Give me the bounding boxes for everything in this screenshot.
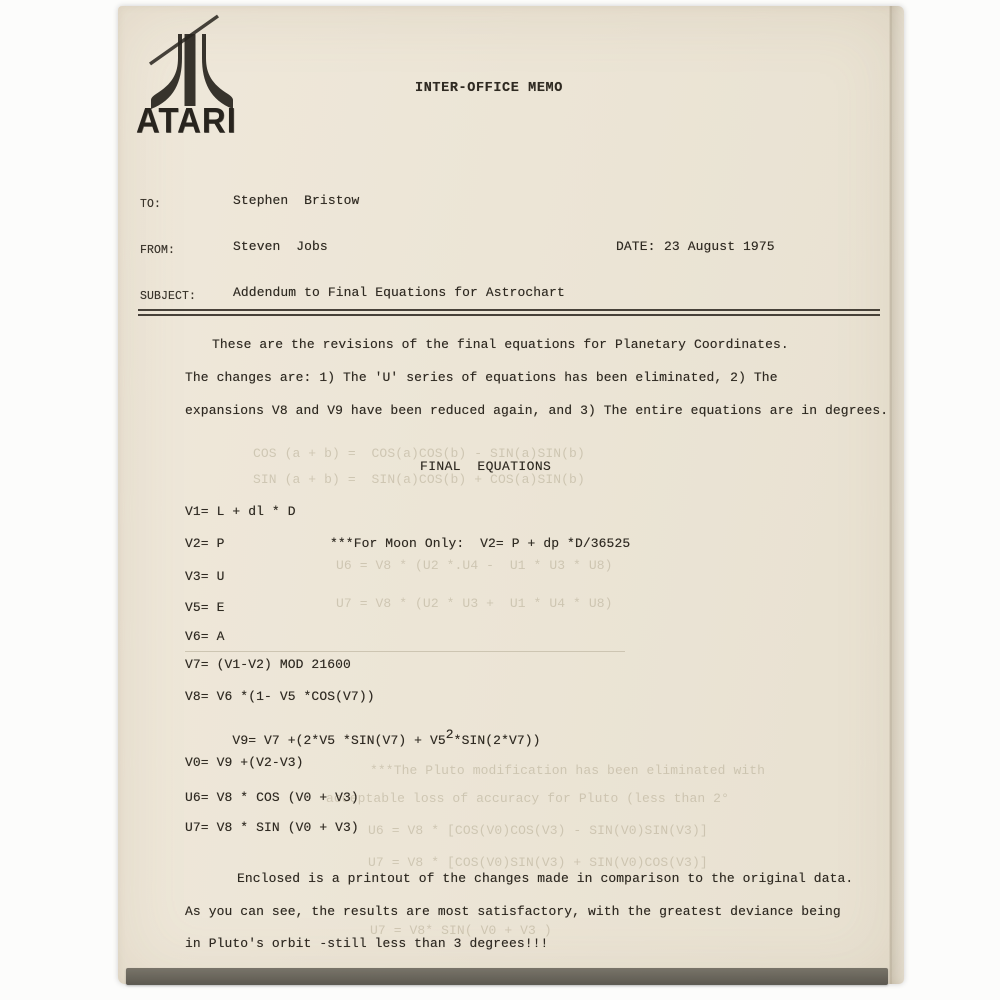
bleedthrough-text-4: U7 = V8 * (U2 * U3 + U1 * U4 * U8) [336,596,613,611]
to-value: Stephen Bristow [233,193,360,208]
from-label: FROM: [140,244,176,257]
equation-v0: V0= V9 +(V2-V3) [185,755,304,770]
equation-v3: V3= U [185,569,225,584]
closing-line-1: Enclosed is a printout of the changes made in comparison to the original data. [237,871,854,886]
bleedthrough-text-1: COS (a + b) = COS(a)COS(b) - SIN(a)SIN(b) [253,446,585,461]
bleedthrough-text-9: U7 = V8* SIN( V0 + V3 ) [370,923,552,938]
to-label: TO: [140,198,162,211]
equation-v1: V1= L + dl * D [185,504,296,519]
closing-line-3: in Pluto's orbit -still less than 3 degrees!!! [185,936,549,951]
paper-fold-shading [891,6,904,984]
moon-only-note: ***For Moon Only: V2= P + dp *D/36525 [330,536,631,551]
bleedthrough-text-6: acceptable loss of accuracy for Pluto (less than 2° [326,791,729,806]
bleedthrough-text-2: SIN (a + b) = SIN(a)COS(b) + COS(a)SIN(b) [253,472,585,487]
bleedthrough-text-8: U7 = V8 * [COS(V0)SIN(V3) + SIN(V0)COS(V3)] [368,855,708,870]
from-value: Steven Jobs [233,239,328,254]
bleedthrough-text-3: U6 = V8 * (U2 *.U4 - U1 * U3 * U8) [336,558,613,573]
equation-v9-pre: V9= V7 +(2*V5 *SIN(V7) + V5 [232,733,446,749]
subject-label: SUBJECT: [140,290,197,303]
equation-v8: V8= V6 *(1- V5 *COS(V7)) [185,689,375,704]
closing-line-2: As you can see, the results are most satisfactory, with the greatest deviance being [185,904,841,919]
intro-line-1: These are the revisions of the final equations for Planetary Coordinates. [212,337,789,352]
equation-u6: U6= V8 * COS (V0 + V3) [185,790,359,805]
date-value: 23 August 1975 [664,239,775,254]
header-rule [138,309,880,316]
atari-wordmark: ATARI [136,100,237,141]
equation-v5: V5= E [185,600,225,615]
bleedthrough-text-5: ***The Pluto modification has been eliminated with [370,763,766,778]
bleedthrough-text-7: U6 = V8 * [COS(V0)COS(V3) - SIN(V0)SIN(V3)] [368,823,708,838]
equation-v2: V2= P [185,536,225,551]
bottom-page-edge [126,968,888,985]
intro-line-3: expansions V8 and V9 have been reduced again, and 3) The entire equations are in degrees. [185,403,889,418]
subject-value: Addendum to Final Equations for Astrochart [233,285,565,300]
memo-paper [118,6,904,984]
equation-v7: V7= (V1-V2) MOD 21600 [185,657,351,672]
faint-divider [185,651,625,652]
memo-title: INTER-OFFICE MEMO [415,81,563,96]
equation-v6: V6= A [185,629,225,644]
equation-v9-superscript: 2 [445,727,454,743]
equation-v9-post: *SIN(2*V7)) [453,733,541,749]
date-label: DATE: [616,239,656,254]
intro-line-2: The changes are: 1) The 'U' series of equations has been eliminated, 2) The [185,370,778,385]
equations-title: FINAL EQUATIONS [420,459,552,474]
equation-u7: U7= V8 * SIN (V0 + V3) [185,820,359,835]
